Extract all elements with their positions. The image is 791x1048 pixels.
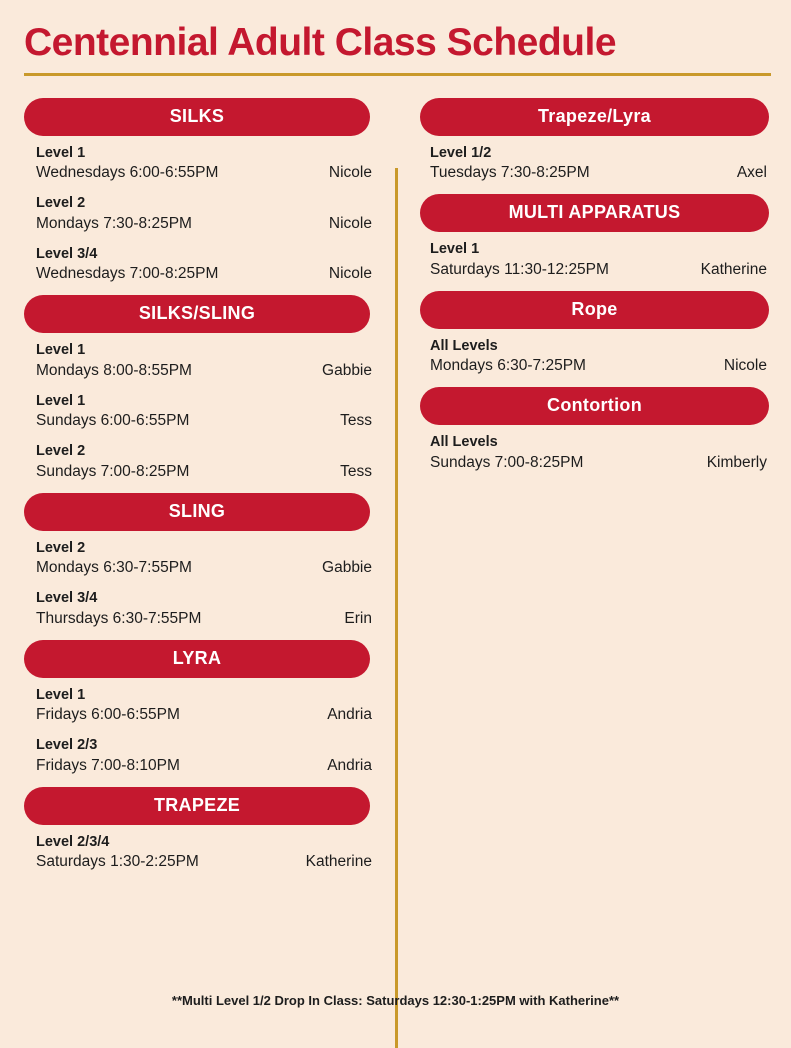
class-level: Level 3/4 [36,590,98,607]
class-row [414,337,773,377]
class-row [20,341,378,381]
class-detail-line [36,214,372,235]
class-time: Mondays 6:30-7:55PM [36,559,192,577]
class-instructor: Kimberly [706,453,767,471]
class-row [20,144,378,184]
class-level: Level 1 [36,342,86,359]
class-row [20,539,378,579]
class-detail-line [36,609,372,630]
class-row [20,442,378,482]
class-detail-line [36,264,372,285]
class-detail-line [36,462,372,483]
section-header: MULTI APPARATUS [420,194,769,232]
class-instructor: Tess [340,462,372,480]
class-time: Fridays 6:00-6:55PM [36,706,180,724]
class-row [20,686,378,726]
class-time: Saturdays 1:30-2:25PM [36,853,199,871]
right-column [396,88,791,883]
column-divider [395,168,398,1048]
class-instructor: Gabbie [322,559,372,577]
class-level: Level 2/3/4 [36,833,110,850]
section-header: SILKS [24,98,370,136]
class-level: Level 2 [36,443,86,460]
class-time: Sundays 6:00-6:55PM [36,412,190,430]
section-header: SILKS/SLING [24,295,370,333]
class-level: All Levels [430,434,498,451]
class-instructor: Katherine [305,853,372,871]
class-instructor: Andria [327,756,372,774]
class-level: All Levels [430,337,498,354]
class-instructor: Erin [344,609,372,627]
class-time: Wednesdays 7:00-8:25PM [36,265,219,283]
class-instructor: Katherine [700,260,767,278]
class-detail-line [36,756,372,777]
class-level: Level 1 [430,241,480,258]
class-detail-line [430,356,767,377]
class-detail-line [36,705,372,726]
class-instructor: Nicole [328,265,372,283]
class-row [20,392,378,432]
left-column [0,88,396,883]
class-instructor: Gabbie [322,361,372,379]
class-level: Level 2 [36,195,86,212]
schedule-columns [0,88,791,883]
section-header: Trapeze/Lyra [420,98,769,136]
class-detail-line [430,453,767,474]
class-time: Mondays 7:30-8:25PM [36,214,192,232]
class-instructor: Andria [327,706,372,724]
class-time: Sundays 7:00-8:25PM [36,462,190,480]
section-header: TRAPEZE [24,787,370,825]
class-time: Saturdays 11:30-12:25PM [430,260,609,278]
class-time: Wednesdays 6:00-6:55PM [36,164,219,182]
class-level: Level 1 [36,392,86,409]
class-row [20,245,378,285]
title-divider [24,73,771,76]
section-header: Rope [420,291,769,329]
class-time: Sundays 7:00-8:25PM [430,453,584,471]
section-header: SLING [24,493,370,531]
class-time: Fridays 7:00-8:10PM [36,756,180,774]
class-level: Level 2 [36,539,86,556]
class-level: Level 1 [36,144,86,161]
class-time: Mondays 6:30-7:25PM [430,357,586,375]
page-title: Centennial Adult Class Schedule [24,21,617,64]
class-time: Tuesdays 7:30-8:25PM [430,164,590,182]
section-header: LYRA [24,640,370,678]
class-instructor: Nicole [328,164,372,182]
class-level: Level 1/2 [430,144,492,161]
class-level: Level 1 [36,686,86,703]
class-row [414,433,773,473]
class-row [414,144,773,184]
class-instructor: Nicole [723,357,767,375]
class-detail-line [36,852,372,873]
class-time: Mondays 8:00-8:55PM [36,361,192,379]
class-detail-line [430,260,767,281]
class-time: Thursdays 6:30-7:55PM [36,609,202,627]
class-row [20,589,378,629]
class-detail-line [36,163,372,184]
class-detail-line [36,558,372,579]
class-row [414,240,773,280]
class-instructor: Nicole [328,214,372,232]
class-instructor: Tess [340,412,372,430]
class-detail-line [430,163,767,184]
footer-note: **Multi Level 1/2 Drop In Class: Saturdays 12:30-1:25PM with Katherine** [171,993,620,1008]
class-instructor: Axel [736,164,767,182]
class-row [20,736,378,776]
class-detail-line [36,411,372,432]
class-level: Level 2/3 [36,737,98,754]
class-row [20,194,378,234]
class-detail-line [36,361,372,382]
class-row [20,833,378,873]
class-level: Level 3/4 [36,245,98,262]
section-header: Contortion [420,387,769,425]
